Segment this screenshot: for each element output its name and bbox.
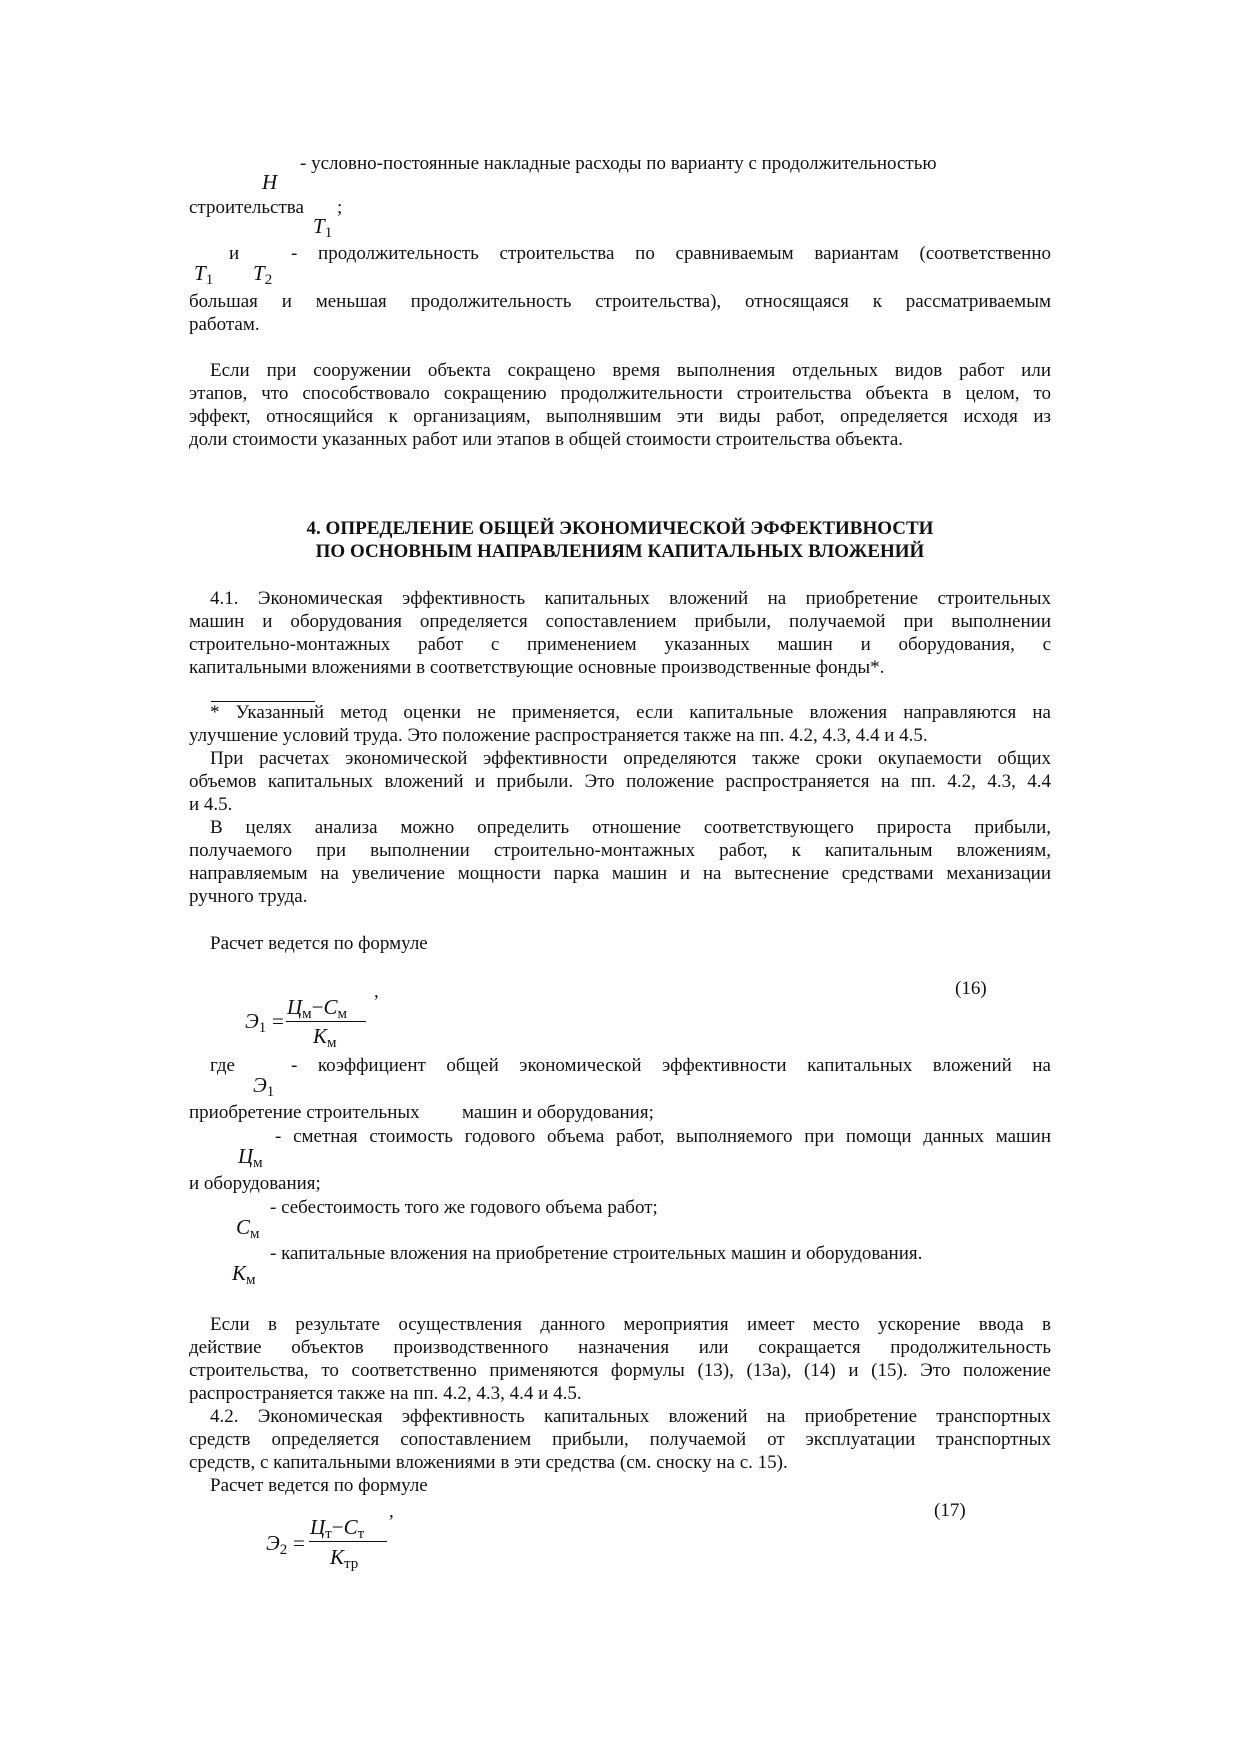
def-c-text: - сметная стоимость годового объема работ, выполняемого при помощи данных машин <box>275 1126 1051 1147</box>
para-4-1-line-2: машин и оборудования определяется сопоставлением прибыли, получаемой при выполнении <box>189 611 1051 632</box>
symbol-s-m: См <box>236 1215 260 1242</box>
para-4-2-line-1: 4.2. Экономическая эффективность капитальных вложений на приобретение транспортных <box>210 1406 1051 1427</box>
para-4-1-line-1: 4.1. Экономическая эффективность капитальных вложений на приобретение строительных <box>210 588 1051 609</box>
def-e1-cont-b: машин и оборудования; <box>462 1102 654 1123</box>
para-payback-line-3: и 4.5. <box>189 794 233 815</box>
formula-17-denominator: Ктр <box>330 1545 359 1572</box>
footnote-line-2: улучшение условий труда. Это положение распространяется также на пп. 4.2, 4.3, 4.4 и 4.5. <box>189 725 928 746</box>
para-accel-line-2: действие объектов производственного назначения или сокращается продолжительность <box>189 1337 1051 1358</box>
def-t-text: - продолжительность строительства по сравниваемым вариантам (соответственно <box>291 243 1051 264</box>
para-1-line-1: Если при сооружении объекта сокращено время выполнения отдельных видов работ или <box>210 360 1051 381</box>
formula-16-number: (16) <box>955 978 987 999</box>
formula-intro-17: Расчет ведется по формуле <box>210 1475 428 1496</box>
def-e1-text: - коэффициент общей экономической эффективности капитальных вложений на <box>291 1055 1051 1076</box>
para-analysis-line-2: получаемого при выполнении строительно-монтажных работ, к капитальным вложениям, <box>189 840 1051 861</box>
para-4-2-line-3: средств, с капитальными вложениями в эти средства (см. сноску на с. 15). <box>189 1452 788 1473</box>
formula-16-equals: = <box>272 1009 284 1033</box>
symbol-e1: Э1 <box>253 1073 275 1100</box>
section-heading-line-1: 4. ОПРЕДЕЛЕНИЕ ОБЩЕЙ ЭКОНОМИЧЕСКОЙ ЭФФЕКТИВНОСТИ <box>306 518 934 539</box>
para-4-2-line-2: средств определяется сопоставлением прибыли, получаемой от эксплуатации транспортных <box>189 1429 1051 1450</box>
defs-where: где <box>210 1055 235 1076</box>
formula-16-numerator: Цм−См <box>287 995 348 1022</box>
symbol-t1-a: Т1 <box>313 214 333 241</box>
para-payback-line-2: объемов капитальных вложений и прибыли. Это положение распространяется на пп. 4.2, 4.3, 4.4 <box>189 771 1051 792</box>
para-analysis-line-4: ручного труда. <box>189 886 308 907</box>
symbol-c-m: Цм <box>238 1144 263 1171</box>
formula-17-fraction-bar <box>309 1541 387 1542</box>
formula-17-number: (17) <box>934 1500 966 1521</box>
para-accel-line-3: строительства, то соответственно применяются формулы (13), (13а), (14) и (15). Это положение <box>189 1360 1051 1381</box>
para-accel-line-1: Если в результате осуществления данного мероприятия имеет место ускорение ввода в <box>210 1314 1051 1335</box>
formula-16-fraction-bar <box>286 1021 366 1022</box>
para-1-line-2: этапов, что способствовало сокращению продолжительности строительства объекта в целом, то <box>189 383 1051 404</box>
def-c-cont: и оборудования; <box>189 1173 321 1194</box>
formula-intro-16: Расчет ведется по формуле <box>210 933 428 954</box>
formula-17-comma: , <box>389 1501 394 1522</box>
para-payback-line-1: При расчетах экономической эффективности определяются также сроки окупаемости общих <box>210 748 1051 769</box>
para-4-1-line-3: строительно-монтажных работ с применением указанных машин и оборудования, с <box>189 634 1051 655</box>
formula-17-equals: = <box>293 1531 305 1555</box>
def-e1-cont-a: приобретение строительных <box>189 1102 420 1123</box>
formula-16-lhs: Э1 <box>245 1009 267 1036</box>
def-s-text: - себестоимость того же годового объема работ; <box>270 1197 658 1218</box>
def-k-text: - капитальные вложения на приобретение строительных машин и оборудования. <box>270 1243 923 1264</box>
para-1-line-4: доли стоимости указанных работ или этапов в общей стоимости строительства объекта. <box>189 429 904 450</box>
formula-16-comma: , <box>374 981 379 1002</box>
def-h-cont-semicolon: ; <box>337 197 343 218</box>
def-t-cont-end: работам. <box>189 314 260 335</box>
symbol-t2: Т2 <box>253 261 273 288</box>
para-4-1-line-4: капитальными вложениями в соответствующие основные производственные фонды*. <box>189 657 885 678</box>
def-t-cont: большая и меньшая продолжительность строительства), относящаяся к рассматриваемым <box>189 291 1051 312</box>
formula-17-lhs: Э2 <box>266 1531 288 1558</box>
para-accel-line-4: распространяется также на пп. 4.2, 4.3, 4.4 и 4.5. <box>189 1383 582 1404</box>
formula-16-denominator: Км <box>313 1024 337 1051</box>
def-t-and: и <box>229 243 240 264</box>
symbol-h: Н <box>262 170 278 194</box>
para-1-line-3: эффект, относящийся к организациям, выполнявшим эти виды работ, определяется исходя из <box>189 406 1051 427</box>
section-heading-line-2: ПО ОСНОВНЫМ НАПРАВЛЕНИЯМ КАПИТАЛЬНЫХ ВЛОЖЕНИЙ <box>315 541 925 562</box>
footnote-line-1: * Указанный метод оценки не применяется, если капитальные вложения направляются на <box>210 702 1051 723</box>
para-analysis-line-1: В целях анализа можно определить отношение соответствующего прироста прибыли, <box>210 817 1051 838</box>
def-h-cont: строительства <box>189 197 304 218</box>
para-analysis-line-3: направляемым на увеличение мощности парка машин и на вытеснение средствами механизации <box>189 863 1051 884</box>
formula-17-numerator: Цт−Ст <box>310 1515 365 1542</box>
symbol-t1-b: Т1 <box>194 261 214 288</box>
def-h-text: - условно-постоянные накладные расходы по варианту с продолжительностью <box>300 153 937 174</box>
symbol-k-m: Км <box>232 1261 256 1288</box>
